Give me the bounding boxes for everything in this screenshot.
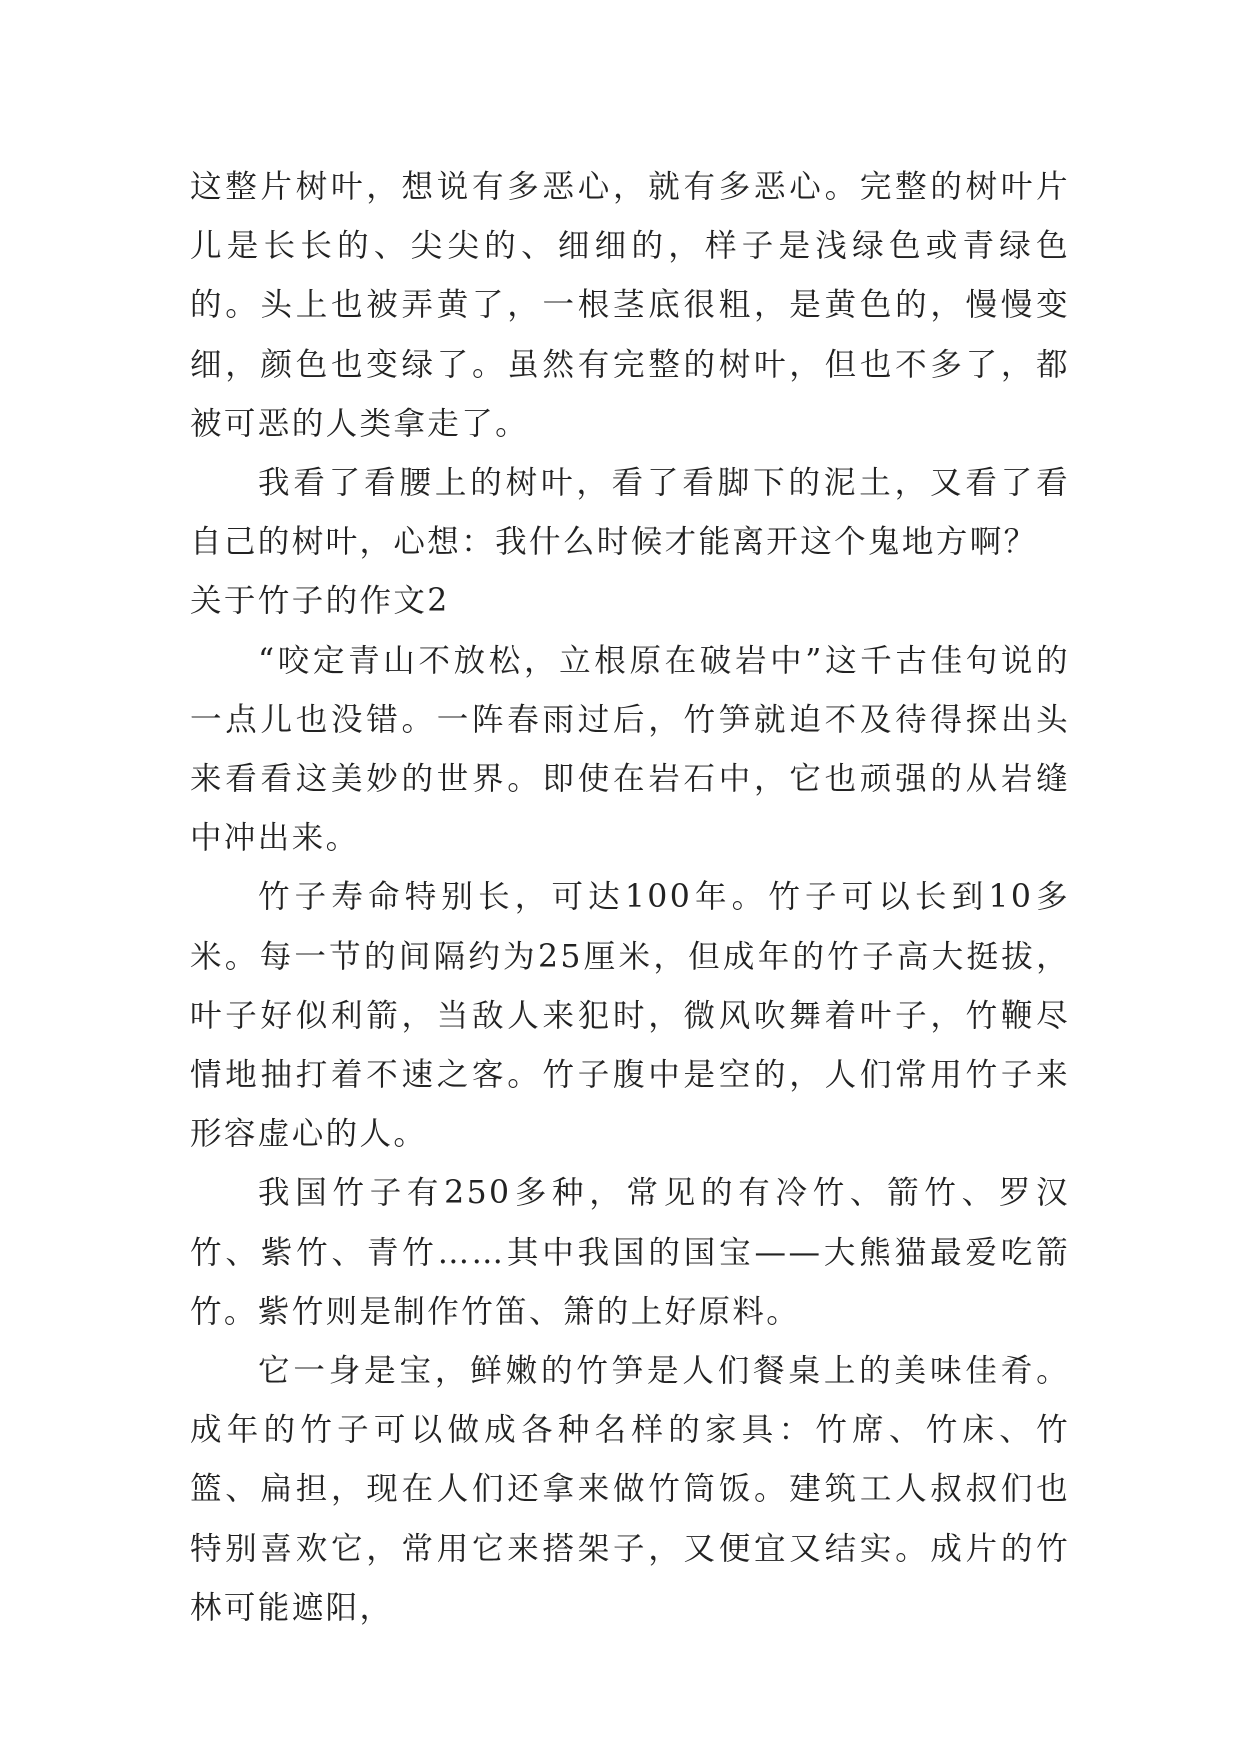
- paragraph-bamboo-species: 我国竹子有250多种，常见的有冷竹、箭竹、罗汉竹、紫竹、青竹……其中我国的国宝——大熊猫最爱吃箭竹。紫竹则是制作竹笛、箫的上好原料。: [190, 1175, 1070, 1330]
- paragraph-bamboo-intro: “咬定青山不放松，立根原在破岩中”这千古佳句说的一点儿也没错。一阵春雨过后，竹笋就迫不及待得探出头来看看这美妙的世界。即使在岩石中，它也顽强的从岩缝中冲出来。: [190, 642, 1070, 857]
- paragraph-leaf-thoughts: 我看了看腰上的树叶，看了看脚下的泥土，又看了看自己的树叶，心想：我什么时候才能离开这个鬼地方啊？: [190, 465, 1070, 561]
- document-body: [190, 158, 1070, 1638]
- essay-heading: 关于竹子的作文2: [190, 583, 450, 620]
- paragraph-bamboo-lifespan: 竹子寿命特别长，可达100年。竹子可以长到10多米。每一节的间隔约为25厘米，但成年的竹子高大挺拔，叶子好似利箭，当敌人来犯时，微风吹舞着叶子，竹鞭尽情地抽打着不速之客。竹子腹中是空的，人们常用竹子来形容虚心的人。: [190, 879, 1070, 1153]
- paragraph-leaf-description: 这整片树叶，想说有多恶心，就有多恶心。完整的树叶片儿是长长的、尖尖的、细细的，样子是浅绿色或青绿色的。头上也被弄黄了，一根茎底很粗，是黄色的，慢慢变细，颜色也变绿了。虽然有完整的树叶，但也不多了，都被可恶的人类拿走了。: [190, 169, 1070, 442]
- paragraph-bamboo-uses: 它一身是宝，鲜嫩的竹笋是人们餐桌上的美味佳肴。成年的竹子可以做成各种名样的家具：竹席、竹床、竹篮、扁担，现在人们还拿来做竹筒饭。建筑工人叔叔们也特别喜欢它，常用它来搭架子，又便宜又结实。成片的竹林可能遮阳，: [190, 1353, 1070, 1626]
